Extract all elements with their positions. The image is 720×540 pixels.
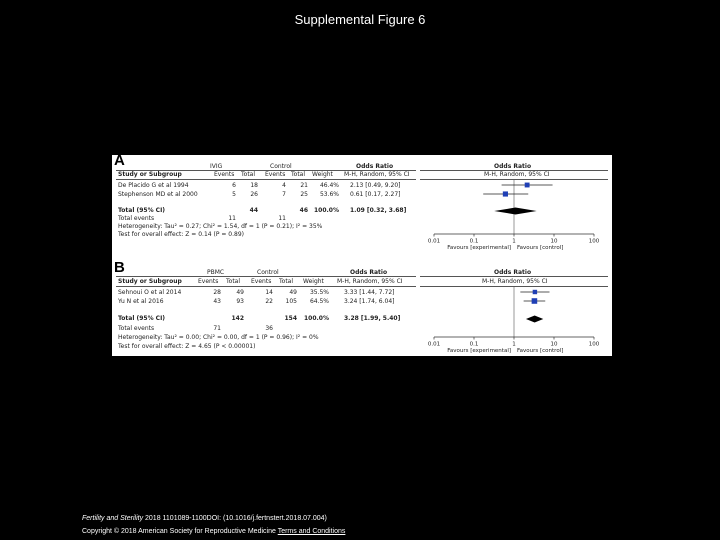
- method-plot-header: M-H, Random, 95% CI: [484, 171, 550, 178]
- total1-cell: 44: [249, 207, 258, 214]
- study-name: Sehnoui O et al 2014: [118, 289, 182, 296]
- citation-text: 2018 1101089-1100DOI: (10.1016/j.fertnstert.2018.07.004): [143, 515, 327, 522]
- x-tick-label: 100: [588, 238, 600, 245]
- events1-header: Events: [214, 171, 235, 178]
- forest-plot-area: [422, 286, 610, 356]
- study-header: Study or Subgroup: [118, 278, 182, 285]
- forest-plot-area: [422, 179, 610, 255]
- study-marker: [532, 298, 538, 304]
- events2-header: Events: [265, 171, 286, 178]
- total-events-label: Total events: [118, 215, 155, 222]
- panel-a-label: A: [114, 152, 125, 169]
- favours-experimental-label: Favours [experimental]: [447, 348, 511, 354]
- events1-cell: 28: [213, 289, 221, 296]
- x-tick-label: 0.1: [469, 341, 479, 348]
- events2-cell: 4: [282, 182, 286, 189]
- ci-cell: 3.24 [1.74, 6.04]: [344, 298, 395, 305]
- total1-cell: 93: [236, 298, 244, 305]
- x-tick-label: 0.01: [427, 341, 441, 348]
- total1-cell: 18: [250, 182, 258, 189]
- panel-a: [112, 152, 612, 255]
- total2-cell: 25: [300, 191, 308, 198]
- pooled-diamond: [526, 316, 543, 323]
- slide-title: Supplemental Figure 6: [294, 12, 426, 27]
- ci-cell: 3.28 [1.99, 5.40]: [344, 315, 401, 322]
- method-plot-header: M-H, Random, 95% CI: [482, 278, 548, 285]
- favours-experimental-label: Favours [experimental]: [447, 245, 511, 251]
- study-name: De Placido G et al 1994: [118, 182, 189, 189]
- total2-cell: 21: [300, 182, 308, 189]
- total2-cell: 46: [299, 207, 308, 214]
- total-events-label: Total events: [118, 325, 155, 332]
- events2-cell: 22: [265, 298, 273, 305]
- study-name: Yu N et al 2016: [118, 298, 164, 305]
- x-tick-label: 0.1: [469, 238, 479, 245]
- header-rule: [116, 286, 416, 287]
- forest-plot-figure: [112, 152, 612, 356]
- total1-cell: 49: [236, 289, 244, 296]
- total-label: Total (95% CI): [118, 207, 166, 214]
- total1-cell: 142: [231, 315, 244, 322]
- ci-cell: 1.09 [0.32, 3.68]: [350, 207, 407, 214]
- heterogeneity-text: Heterogeneity: Tau² = 0.27; Chi² = 1.54, df = 1 (P = 0.21); I² = 35%: [118, 223, 323, 230]
- group1-header: PBMC: [207, 269, 225, 276]
- study-marker: [525, 183, 530, 188]
- total1-cell: 26: [250, 191, 258, 198]
- weight-cell: 64.5%: [309, 298, 329, 305]
- method-header: M-H, Random, 95% CI: [344, 171, 410, 178]
- group2-header: Control: [257, 269, 279, 276]
- ci-cell: 0.61 [0.17, 2.27]: [350, 191, 401, 198]
- ci-cell: 2.13 [0.49, 9.20]: [350, 182, 401, 189]
- x-tick-label: 10: [550, 238, 558, 245]
- events1-header: Events: [198, 278, 219, 285]
- panel-b: [112, 259, 612, 356]
- citation-line: [82, 514, 327, 524]
- total1-header: Total: [241, 171, 256, 178]
- method-header: M-H, Random, 95% CI: [337, 278, 403, 285]
- weight-cell: 53.6%: [319, 191, 339, 198]
- terms-link[interactable]: Terms and Conditions: [277, 528, 346, 535]
- weight-cell: 35.5%: [309, 289, 329, 296]
- total2-header: Total: [279, 278, 294, 285]
- heterogeneity-text: Heterogeneity: Tau² = 0.00; Chi² = 0.00, df = 1 (P = 0.96); I² = 0%: [118, 334, 319, 341]
- events2-cell: 11: [278, 215, 286, 222]
- header-rule: [116, 179, 416, 180]
- header-rule: [420, 276, 608, 277]
- total1-header: Total: [226, 278, 241, 285]
- study-marker: [533, 290, 537, 294]
- copyright-line: [82, 527, 345, 537]
- x-tick-label: 1: [512, 238, 516, 245]
- weight-cell: 46.4%: [319, 182, 339, 189]
- copyright-text: Copyright © 2018 American Society for Reproductive Medicine: [82, 528, 276, 535]
- x-tick-label: 10: [550, 341, 558, 348]
- ci-cell: 3.33 [1.44, 7.72]: [344, 289, 395, 296]
- weight-header: Weight: [312, 171, 333, 178]
- weight-cell: 100.0%: [304, 315, 329, 322]
- or-header: Odds Ratio: [356, 163, 394, 170]
- favours-control-label: Favours [control]: [517, 245, 564, 251]
- or-header: Odds Ratio: [350, 269, 388, 276]
- favours-control-label: Favours [control]: [517, 348, 564, 354]
- x-tick-label: 100: [588, 341, 600, 348]
- total2-cell: 105: [285, 298, 297, 305]
- journal-name: Fertility and Sterility: [82, 515, 144, 522]
- group2-header: Control: [270, 163, 292, 170]
- x-tick-label: 0.01: [427, 238, 441, 245]
- overall-effect-text: Test for overall effect: Z = 4.65 (P < 0.00001): [118, 343, 256, 350]
- pooled-diamond: [494, 208, 536, 215]
- header-rule: [116, 276, 416, 277]
- group1-header: IVIG: [210, 163, 223, 170]
- events1-cell: 5: [232, 191, 236, 198]
- events1-cell: 6: [232, 182, 236, 189]
- x-tick-label: 1: [512, 341, 516, 348]
- total2-cell: 154: [284, 315, 297, 322]
- total-label: Total (95% CI): [118, 315, 166, 322]
- study-name: Stephenson MD et al 2000: [118, 191, 198, 198]
- weight-header: Weight: [303, 278, 324, 285]
- study-marker: [503, 191, 508, 196]
- total2-header: Total: [291, 171, 306, 178]
- events1-cell: 11: [228, 215, 236, 222]
- study-header: Study or Subgroup: [118, 171, 182, 178]
- events2-cell: 36: [265, 325, 273, 332]
- events1-cell: 71: [213, 325, 221, 332]
- weight-cell: 100.0%: [314, 207, 339, 214]
- events2-header: Events: [251, 278, 272, 285]
- panel-b-label: B: [114, 259, 125, 276]
- events2-cell: 7: [282, 191, 286, 198]
- events1-cell: 43: [213, 298, 221, 305]
- or-plot-header: Odds Ratio: [494, 269, 532, 276]
- total2-cell: 49: [289, 289, 297, 296]
- or-plot-header: Odds Ratio: [494, 163, 532, 170]
- overall-effect-text: Test for overall effect: Z = 0.14 (P = 0.89): [118, 231, 244, 238]
- events2-cell: 14: [265, 289, 273, 296]
